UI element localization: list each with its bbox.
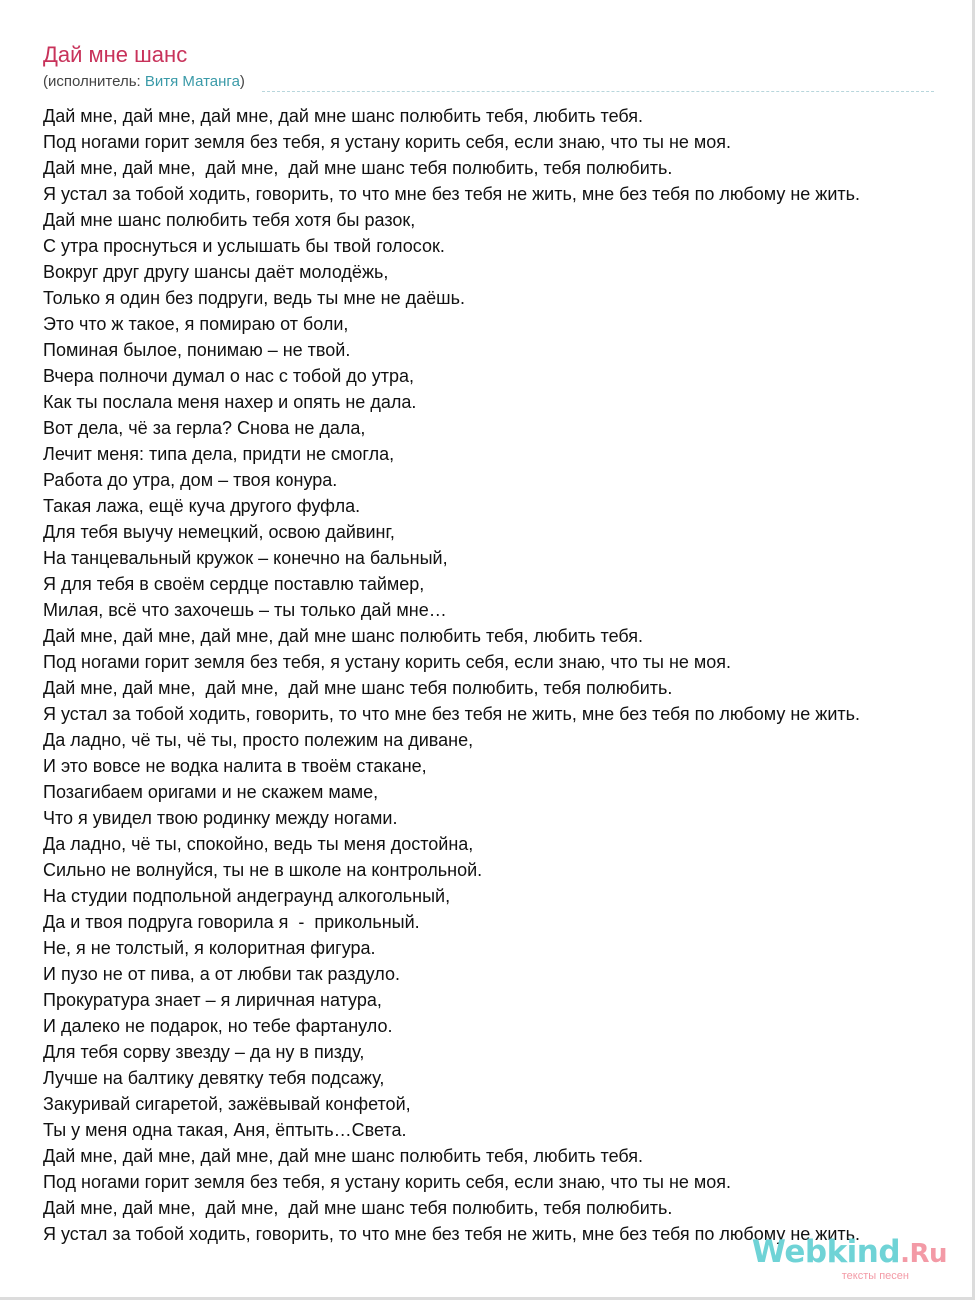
lyric-line: Да ладно, чё ты, чё ты, просто полежим на диване,	[43, 730, 474, 750]
lyric-line: И далеко не подарок, но тебе фартануло.	[43, 1016, 393, 1036]
title-divider	[262, 91, 934, 92]
lyric-line: На студии подпольной андеграунд алкогольный,	[43, 886, 451, 906]
lyric-line: Вчера полночи думал о нас с тобой до утра,	[43, 366, 415, 386]
lyric-line: Для тебя выучу немецкий, освою дайвинг,	[43, 522, 395, 542]
lyric-line: Я устал за тобой ходить, говорить, то что мне без тебя не жить, мне без тебя по любому не жить.	[43, 184, 861, 204]
lyric-line: Да и твоя подруга говорила я - прикольный.	[43, 912, 420, 932]
lyric-line: На танцевальный кружок – конечно на бальный,	[43, 548, 448, 568]
lyric-line: Закуривай сигаретой, зажёвывай конфетой,	[43, 1094, 411, 1114]
lyric-line: Такая лажа, ещё куча другого фуфла.	[43, 496, 361, 516]
lyric-line: Сильно не волнуйся, ты не в школе на контрольной.	[43, 860, 483, 880]
lyric-line: Милая, всё что захочешь – ты только дай мне…	[43, 600, 447, 620]
logo-subtitle: тексты песен	[841, 1270, 909, 1282]
artist-line	[43, 73, 245, 90]
artist-link[interactable]: Витя Матанга	[144, 73, 240, 90]
lyric-line: Дай мне, дай мне, дай мне, дай мне шанс полюбить тебя, любить тебя.	[43, 106, 644, 126]
lyric-line: Не, я не толстый, я колоритная фигура.	[43, 938, 376, 958]
lyric-line: Дай мне, дай мне, дай мне, дай мне шанс тебя полюбить, тебя полюбить.	[43, 158, 673, 178]
lyric-line: Для тебя сорву звезду – да ну в пизду,	[43, 1042, 365, 1062]
lyric-line: Прокуратура знает – я лиричная натура,	[43, 990, 382, 1010]
lyric-line: Позагибаем оригами и не скажем маме,	[43, 782, 379, 802]
artist-suffix: )	[239, 73, 245, 90]
lyric-line: Лучше на балтику девятку тебя подсажу,	[43, 1068, 385, 1088]
lyric-line: Вокруг друг другу шансы даёт молодёжь,	[43, 262, 389, 282]
lyric-line: Дай мне, дай мне, дай мне, дай мне шанс тебя полюбить, тебя полюбить.	[43, 1198, 673, 1218]
lyric-line: Что я увидел твою родинку между ногами.	[43, 808, 398, 828]
logo-main-text: Webkind	[751, 1234, 901, 1270]
lyric-line: Под ногами горит земля без тебя, я устану корить себя, если знаю, что ты не моя.	[43, 132, 732, 152]
lyric-line: И пузо не от пива, а от любви так раздуло.	[43, 964, 400, 984]
lyric-line: Дай мне, дай мне, дай мне, дай мне шанс тебя полюбить, тебя полюбить.	[43, 678, 673, 698]
lyric-line: Работа до утра, дом – твоя конура.	[43, 470, 338, 490]
lyric-line: Ты у меня одна такая, Аня, ёптыть…Света.	[43, 1120, 407, 1140]
artist-prefix: (исполнитель:	[43, 73, 145, 90]
lyric-line: Как ты послала меня нахер и опять не дала.	[43, 392, 417, 412]
lyric-line: Это что ж такое, я помираю от боли,	[43, 314, 349, 334]
lyric-line: Дай мне, дай мне, дай мне, дай мне шанс полюбить тебя, любить тебя.	[43, 1146, 644, 1166]
lyric-line: С утра проснуться и услышать бы твой голосок.	[43, 236, 445, 256]
lyric-line: Дай мне, дай мне, дай мне, дай мне шанс полюбить тебя, любить тебя.	[43, 626, 644, 646]
lyric-line: Да ладно, чё ты, спокойно, ведь ты меня достойна,	[43, 834, 474, 854]
lyric-line: И это вовсе не водка налита в твоём стакане,	[43, 756, 427, 776]
site-logo[interactable]	[752, 1236, 947, 1282]
lyric-line: Я для тебя в своём сердце поставлю таймер,	[43, 574, 425, 594]
lyric-line: Дай мне шанс полюбить тебя хотя бы разок,	[43, 210, 416, 230]
lyric-line: Лечит меня: типа дела, придти не смогла,	[43, 444, 395, 464]
logo-wordmark	[752, 1236, 947, 1270]
song-title: Дай мне шанс	[43, 42, 188, 67]
lyric-line: Вот дела, чё за герла? Снова не дала,	[43, 418, 366, 438]
lyrics-list	[43, 103, 860, 1247]
lyric-line: Я устал за тобой ходить, говорить, то что мне без тебя не жить, мне без тебя по любому не жить.	[43, 1224, 861, 1244]
logo-tld: .Ru	[900, 1239, 947, 1269]
lyric-line: Только я один без подруги, ведь ты мне не даёшь.	[43, 288, 465, 308]
lyric-line: Под ногами горит земля без тебя, я устану корить себя, если знаю, что ты не моя.	[43, 652, 732, 672]
lyric-line: Поминая былое, понимаю – не твой.	[43, 340, 351, 360]
lyric-line: Я устал за тобой ходить, говорить, то что мне без тебя не жить, мне без тебя по любому не жить.	[43, 704, 861, 724]
lyric-line: Под ногами горит земля без тебя, я устану корить себя, если знаю, что ты не моя.	[43, 1172, 732, 1192]
